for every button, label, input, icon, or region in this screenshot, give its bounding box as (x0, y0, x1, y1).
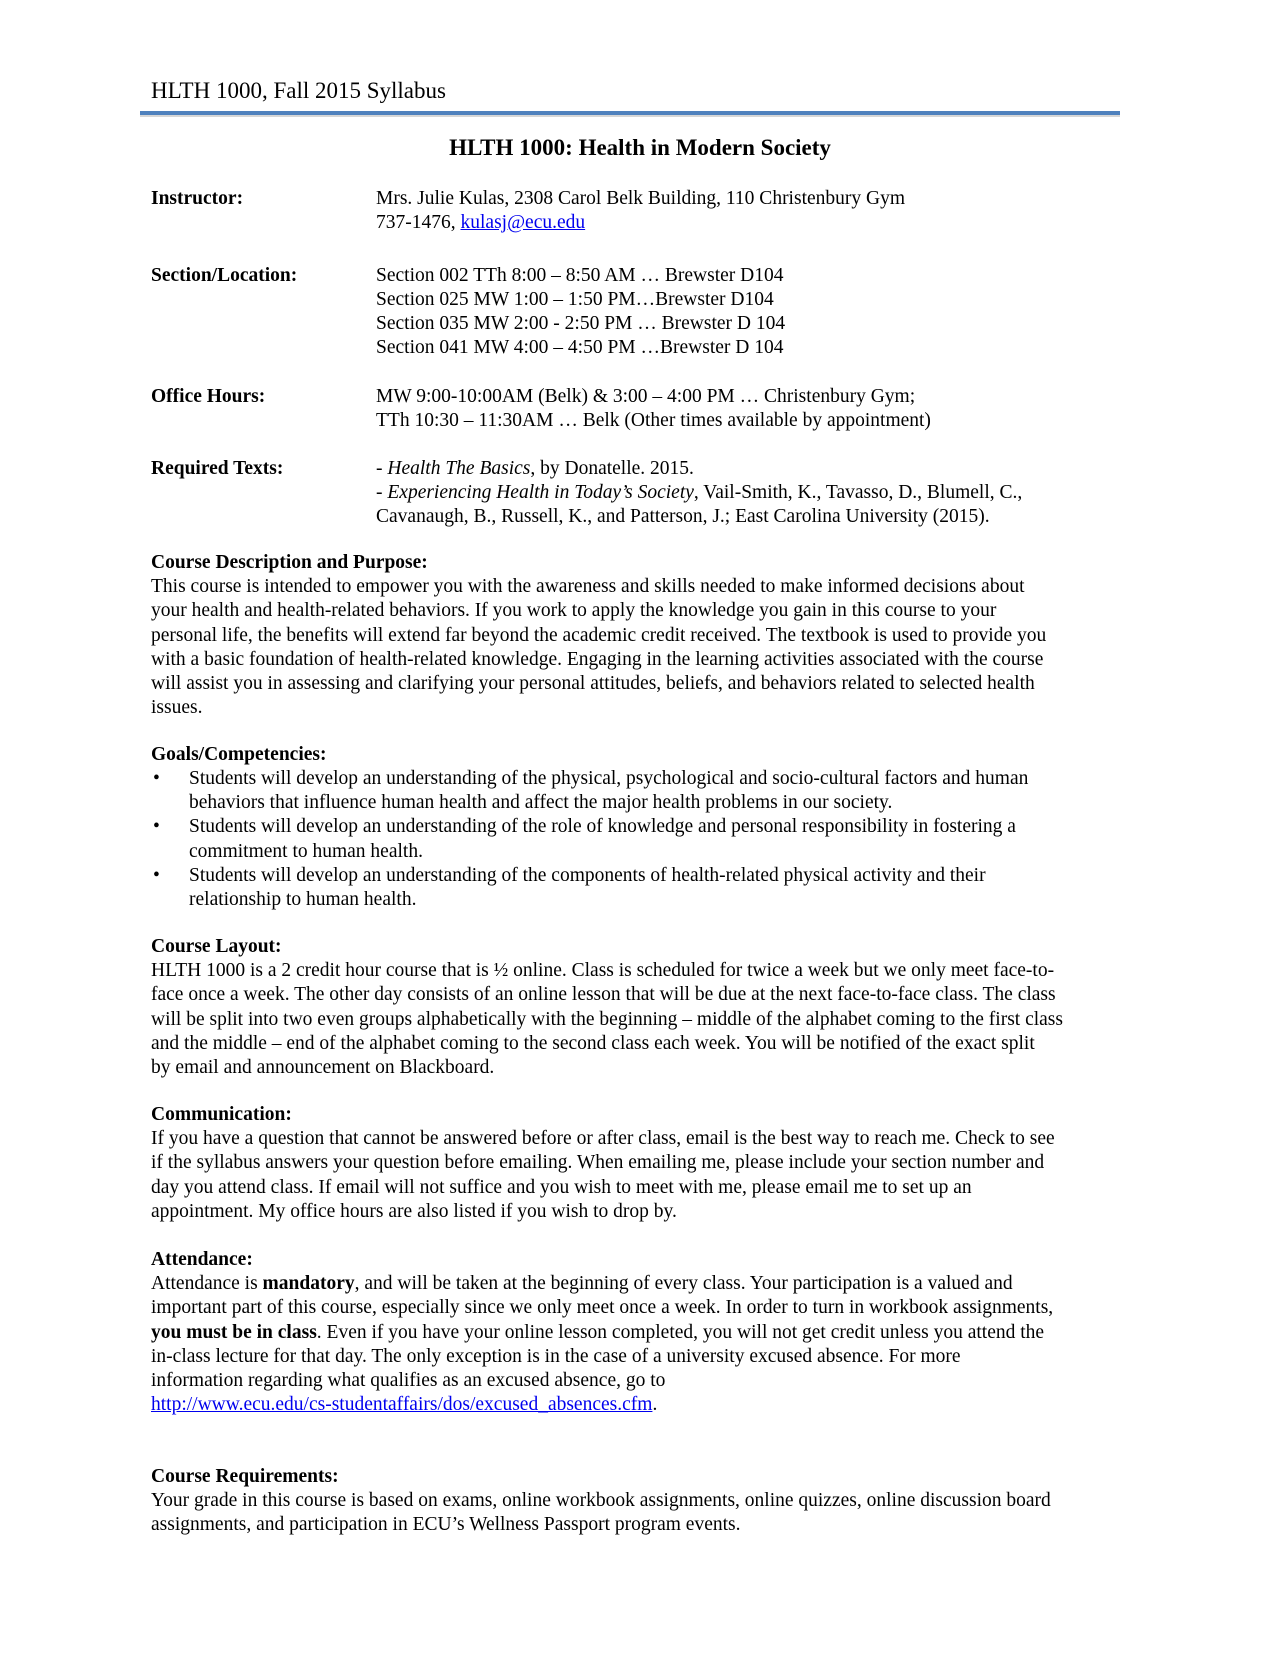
paragraph-line: and the middle – end of the alphabet coming to the second class each week. You will be notified of the exact split (151, 1032, 1035, 1054)
paragraph-line: with a basic foundation of health-related knowledge. Engaging in the learning activities associated with the course (151, 648, 1044, 670)
textbook-title: Experiencing Health in Today’s Society (387, 482, 694, 503)
course-layout-section (151, 935, 1131, 1080)
bullet-icon: • (153, 768, 160, 789)
instructor-details (376, 187, 905, 235)
paragraph-line: Attendance is mandatory, and will be taken at the beginning of every class. Your participation is a valued and (151, 1273, 1013, 1295)
paragraph-line: if the syllabus answers your question before emailing. When emailing me, please include your section number and (151, 1152, 1045, 1174)
paragraph-line: http://www.ecu.edu/cs-studentaffairs/dos/excused_absences.cfm. (151, 1394, 658, 1416)
running-header: HLTH 1000, Fall 2015 Syllabus (151, 78, 446, 103)
office-hours-line: MW 9:00-10:00AM (Belk) & 3:00 – 4:00 PM … Christenbury Gym; (376, 386, 916, 407)
textbook-entry: - Experiencing Health in Today’s Society, Vail-Smith, K., Tavasso, D., Blumell, C., (376, 482, 1023, 503)
emphasis-attend: you must be in class (151, 1321, 317, 1343)
goals-heading-block (151, 743, 1131, 767)
section-heading: Communication: (151, 1104, 292, 1125)
paragraph-line: Your grade in this course is based on exams, online workbook assignments, online quizzes, online discussion board (151, 1490, 1051, 1512)
communication-section (151, 1103, 1131, 1224)
bullet-icon: • (153, 816, 160, 838)
textbook-entry-continued: Cavanaugh, B., Russell, K., and Patterson, J.; East Carolina University (2015). (376, 506, 990, 527)
section-item: Section 025 MW 1:00 – 1:50 PM…Brewster D104 (376, 289, 774, 310)
paragraph-line: day you attend class. If email will not suffice and you wish to meet with me, please email me to set up an (151, 1176, 972, 1198)
section-heading: Course Layout: (151, 936, 282, 957)
office-hours-line: TTh 10:30 – 11:30AM … Belk (Other times available by appointment) (376, 410, 931, 431)
header-rule-shadow (140, 115, 1120, 117)
course-requirements-section (151, 1465, 1131, 1538)
goals-list (151, 767, 1131, 912)
paragraph-line: issues. (151, 697, 203, 719)
emphasis-mandatory: mandatory (262, 1273, 355, 1295)
instructor-email-link[interactable]: kulasj@ecu.edu (460, 212, 586, 233)
office-hours-label: Office Hours: (151, 386, 266, 407)
textbook-entry: - Health The Basics, by Donatelle. 2015. (376, 458, 694, 479)
section-heading: Course Description and Purpose: (151, 552, 428, 573)
paragraph-line: assignments, and participation in ECU’s Wellness Passport program events. (151, 1514, 741, 1536)
paragraph-line: by email and announcement on Blackboard. (151, 1056, 495, 1078)
list-item: • Students will develop an understanding of the components of health-related physical activity and their relationship to human health. (153, 864, 986, 910)
required-texts-list (376, 457, 1022, 529)
required-texts-label: Required Texts: (151, 458, 284, 479)
paragraph-line: important part of this course, especially since we only meet once a week. In order to turn in workbook assignments, (151, 1297, 1054, 1319)
list-item: • Students will develop an understanding of the role of knowledge and personal responsibility in fostering a commitment to human health. (153, 816, 1016, 862)
paragraph-line: personal life, the benefits will extend far beyond the academic credit received. The textbook is used to provide you (151, 624, 1047, 646)
course-description-section (151, 551, 1131, 720)
paragraph-line: information regarding what qualifies as an excused absence, go to (151, 1369, 666, 1391)
section-item: Section 002 TTh 8:00 – 8:50 AM … Brewster D104 (376, 265, 784, 286)
list-item: • Students will develop an understanding of the physical, psychological and socio-cultural factors and human behaviors that influence human health and affect the major health problems in our society. (153, 768, 1029, 814)
section-heading: Goals/Competencies: (151, 744, 327, 765)
paragraph-line: will be split into two even groups alphabetically with the beginning – middle of the alphabet coming to the first class (151, 1008, 1063, 1030)
paragraph-line: your health and health-related behaviors. If you work to apply the knowledge you gain in this course to your (151, 600, 997, 622)
section-location-label: Section/Location: (151, 265, 298, 286)
instructor-label: Instructor: (151, 188, 244, 209)
document-title: HLTH 1000: Health in Modern Society (449, 135, 831, 160)
paragraph-line: will assist you in assessing and clarifying your personal attitudes, beliefs, and behaviors related to selected health (151, 672, 1035, 694)
paragraph-line: in-class lecture for that day. The only exception is in the case of a university excused absence. For more (151, 1345, 961, 1367)
paragraph-line: This course is intended to empower you with the awareness and skills needed to make informed decisions about (151, 576, 1025, 598)
textbook-title: Health The Basics (387, 458, 531, 479)
paragraph-line: HLTH 1000 is a 2 credit hour course that is ½ online. Class is scheduled for twice a week but we only meet face-to- (151, 960, 1055, 982)
office-hours-details (376, 385, 931, 433)
section-item: Section 035 MW 2:00 - 2:50 PM … Brewster D 104 (376, 313, 786, 334)
paragraph-line: you must be in class. Even if you have your online lesson completed, you will not get credit unless you attend the (151, 1321, 1045, 1343)
paragraph-line: If you have a question that cannot be answered before or after class, email is the best way to reach me. Check to see (151, 1128, 1055, 1150)
section-item: Section 041 MW 4:00 – 4:50 PM …Brewster D 104 (376, 337, 784, 358)
paragraph-line: appointment. My office hours are also listed if you wish to drop by. (151, 1200, 677, 1222)
section-list (376, 264, 785, 360)
section-heading: Course Requirements: (151, 1466, 339, 1487)
instructor-phone: 737-1476, (376, 212, 461, 233)
excused-absences-link[interactable]: http://www.ecu.edu/cs-studentaffairs/dos/excused_absences.cfm (151, 1394, 653, 1416)
instructor-name-address: Mrs. Julie Kulas, 2308 Carol Belk Building, 110 Christenbury Gym (376, 188, 906, 209)
attendance-section (151, 1248, 1131, 1417)
section-heading: Attendance: (151, 1249, 253, 1270)
bullet-icon: • (153, 864, 160, 886)
paragraph-line: face once a week. The other day consists of an online lesson that will be due at the next face-to-face class. The class (151, 984, 1056, 1006)
instructor-contact (376, 211, 905, 235)
